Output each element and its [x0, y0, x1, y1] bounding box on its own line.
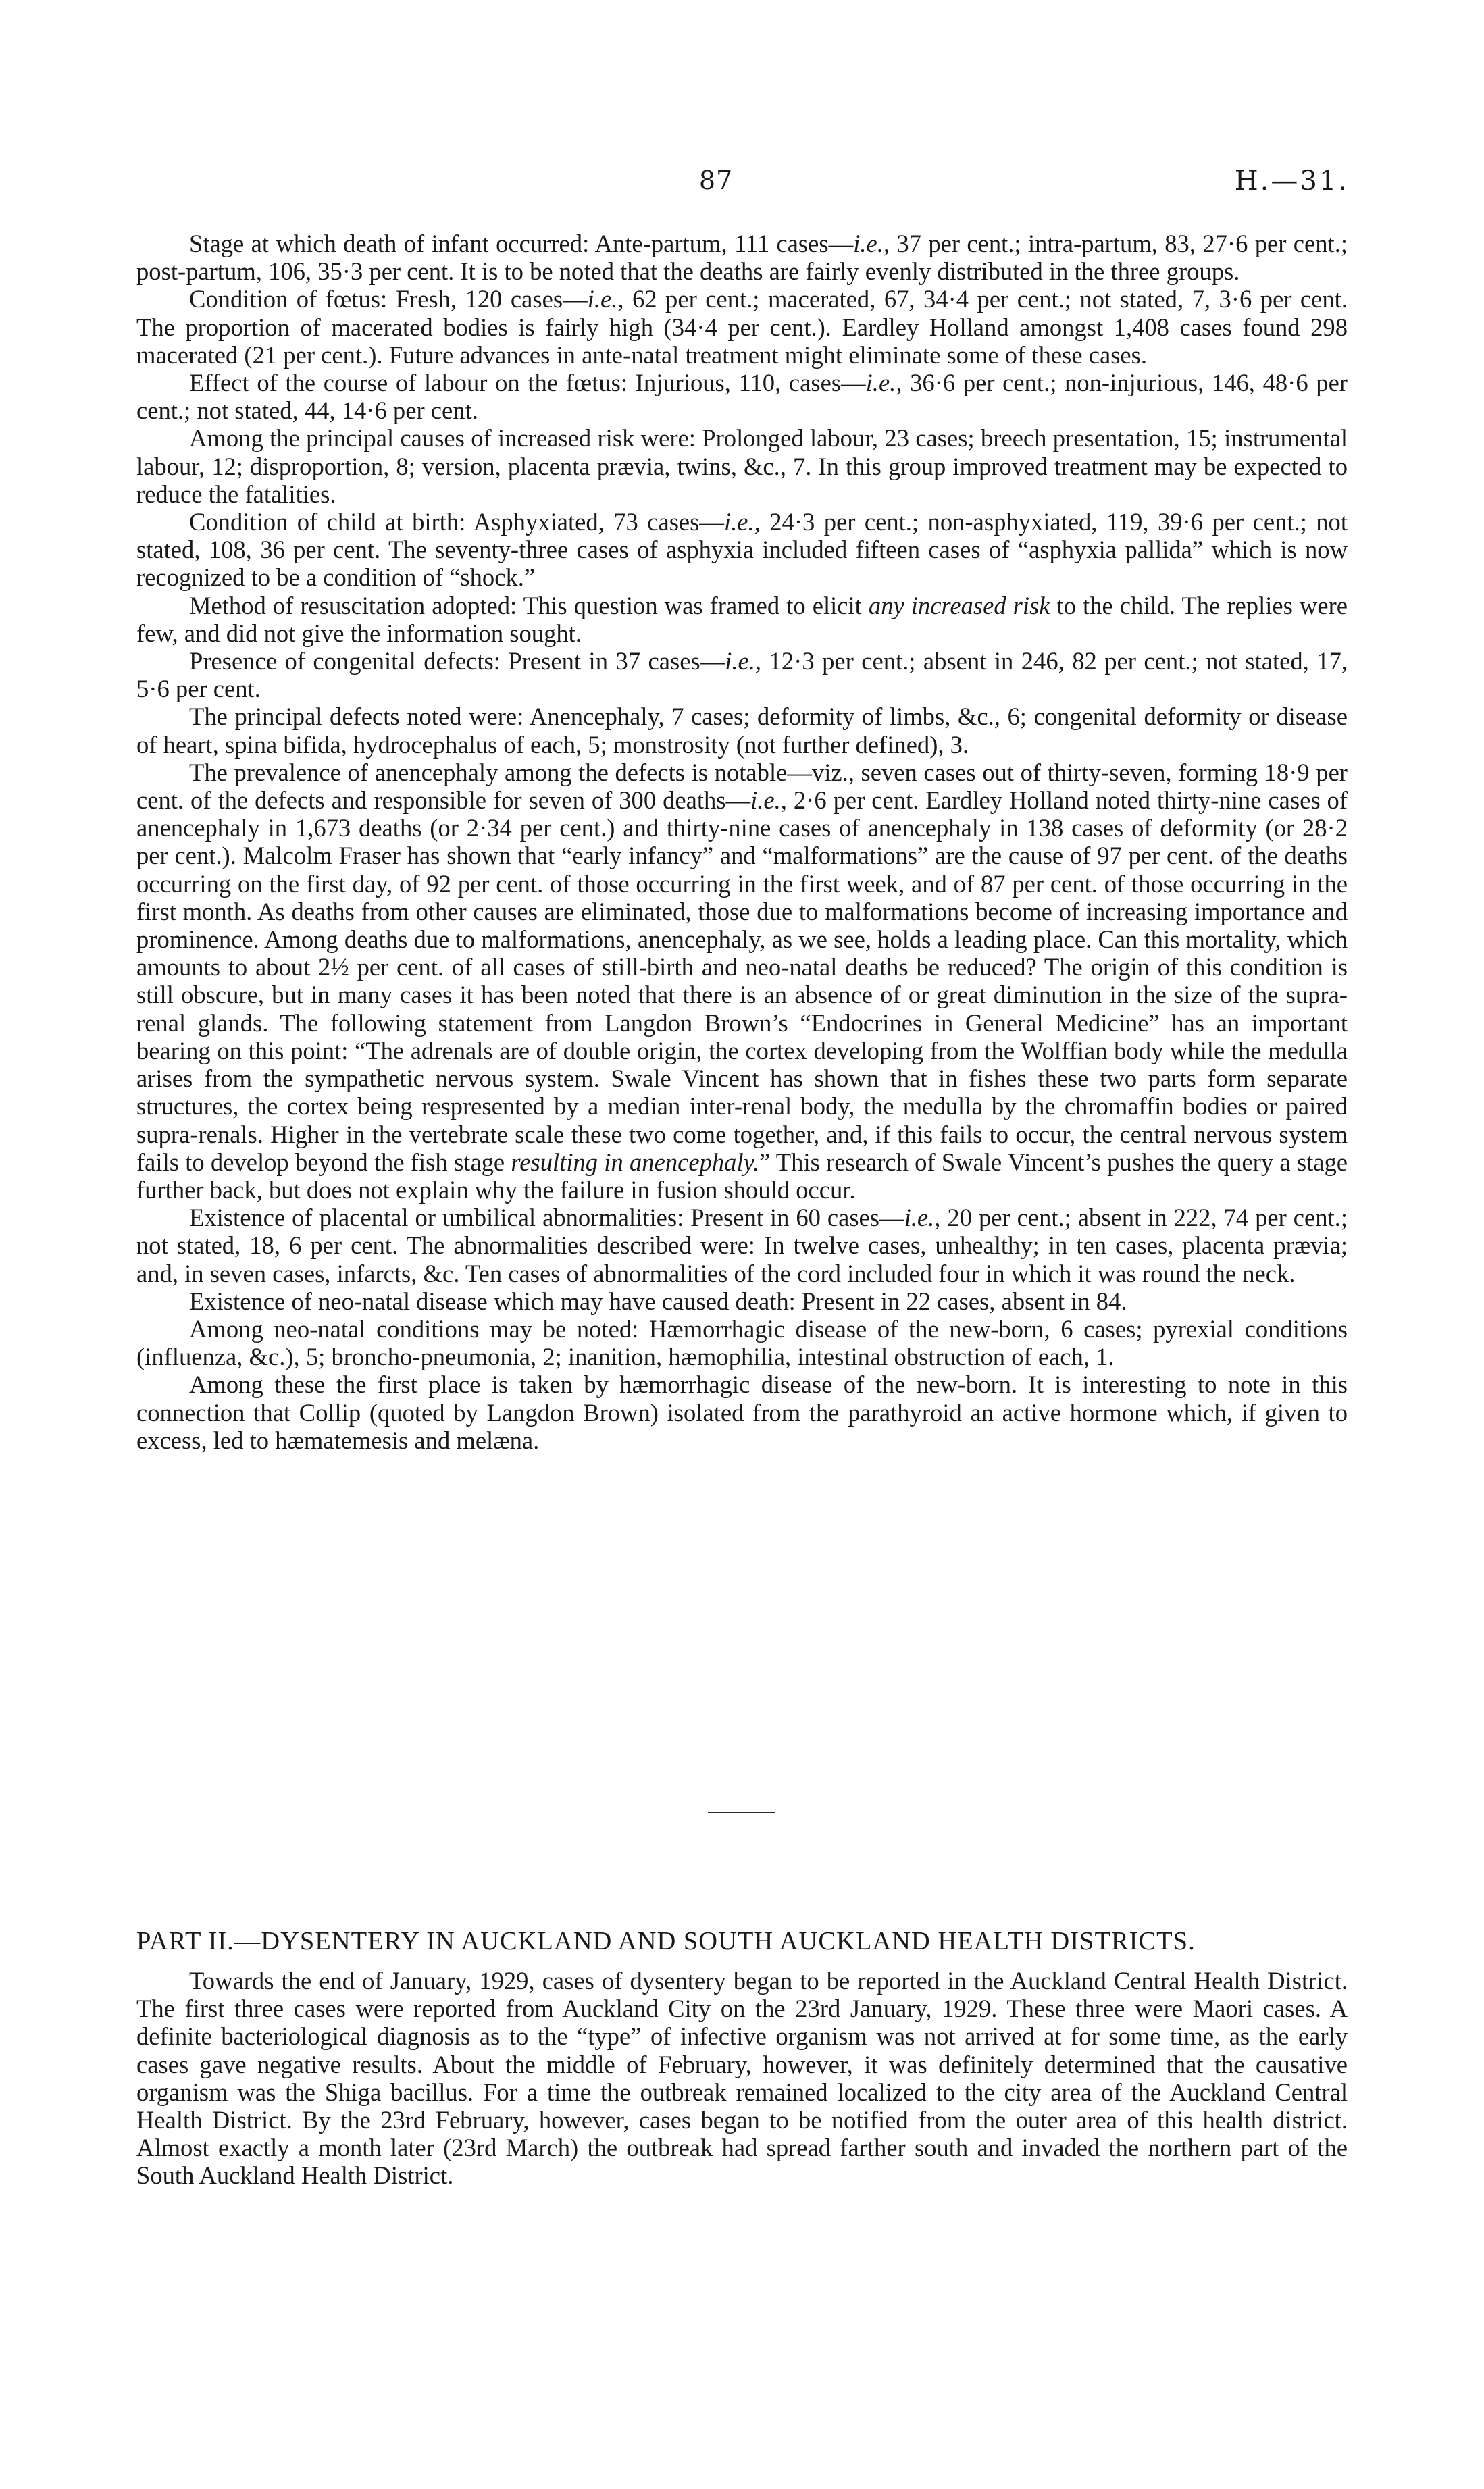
italic-run: i.e.,	[865, 369, 902, 397]
section-divider	[708, 1812, 775, 1813]
text-run: 62 per cent.; macerated, 67, 34·4 per cent.; not stated, 7, 3·6 per cent. The proportion of macerated bodies is fairly high (34·4 per cent.). Eardley Holland amongst 1,408 cases found 298 macerated (21 per cent.). Future advances in ante-natal treatment might eliminate some of these cases.	[136, 285, 1348, 369]
text-run: Among these the first place is taken by hæmorrhagic disease of the new-born. It is interesting to note in this connection that Collip (quoted by Langdon Brown) isolated from the parathyroid an active hormone which, if given to excess, led to hæmatemesis and melæna.	[136, 1370, 1348, 1454]
italic-run: i.e.,	[587, 285, 624, 313]
section-heading: PART II.—DYSENTERY IN AUCKLAND AND SOUTH AUCKLAND HEALTH DISTRICTS.	[136, 1927, 1196, 1955]
body-paragraph	[136, 759, 1348, 1204]
body-paragraph	[136, 369, 1348, 424]
body-paragraph	[136, 647, 1348, 702]
text-run: 24·3 per cent.; non-asphyxiated, 119, 39·6 per cent.; not stated, 108, 36 per cent. The seventy-three cases of asphyxia included fifteen cases of “asphyxia pallida” which is now recognized to be a condition of “shock.”	[136, 508, 1348, 592]
text-run: Among neo-natal conditions may be noted: Hæmorrhagic disease of the new-born, 6 cases; pyrexial conditions (influenza, &c.), 5; broncho-pneumonia, 2; inanition, hæmophilia, intestinal obstruction of each, 1.	[136, 1314, 1348, 1371]
text-run: Existence of placental or umbilical abnormalities: Present in 60 cases—	[189, 1204, 904, 1232]
body-paragraph	[136, 1287, 1348, 1315]
body-paragraph	[136, 1315, 1348, 1370]
text-run: to the child. The replies were few, and did not give the information sought.	[136, 591, 1348, 647]
italic-run: i.e.,	[853, 230, 890, 257]
text-run: Condition of fœtus: Fresh, 120 cases—	[189, 285, 588, 313]
section-paragraph: Towards the end of January, 1929, cases of dysentery began to be reported in the Auckland Central Health District. The first three cases were reported from Auckland City on the 23rd January, 1929. These three were Maori cases. A definite bacteriological diagnosis as to the “type” of infective organism was not arrived at for some time, as the early cases gave negative results. About the middle of February, however, it was definitely determined that the causative organism was the Shiga bacillus. For a time the outbreak remained localized to the city area of the Auckland Central Health District. By the 23rd February, however, cases began to be notified from the outer area of this health district. Almost exactly a month later (23rd March) the outbreak had spread farther south and invaded the northern part of the South Auckland Health District.	[136, 1967, 1348, 2190]
text-run: 20 per cent.; absent in 222, 74 per cent.; not stated, 18, 6 per cent. The abnormalities described were: In twelve cases, unhealthy; in ten cases, placenta prævia; and, in seven cases, infarcts, &c. Ten cases of abnormalities of the cord included four in which it was round the neck.	[136, 1204, 1348, 1287]
body-paragraph	[136, 702, 1348, 758]
text-run: 2·6 per cent. Eardley Holland noted thirty-nine cases of anencephaly in 1,673 deaths (or 2·34 per cent.) and thirty-nine cases of anencephaly in 138 cases of deformity (or 28·2 per cent.). Malcolm Fraser has shown that “early infancy” and “malformations” are the cause of 97 per cent. of the deaths occurring on the first day, of 92 per cent. of those occurring in the first week, and of 87 per cent. of those occurring in the first month. As deaths from other causes are eliminated, those due to malformations become of increasing importance and prominence. Among deaths due to malformations, anencephaly, as we see, holds a leading place. Can this mortality, which amounts to about 2½ per cent. of all cases of still-birth and neo-natal deaths be reduced? The origin of this condition is still obscure, but in many cases it has been noted that there is an absence of or great diminution in the size of the supra-renal glands. The following statement from Langdon Brown’s “Endocrines in General Medicine” has an important bearing on this point: “The adrenals are of double origin, the cortex developing from the Wolffian body while the medulla arises from the sympathetic nervous system. Swale Vincent has shown that in fishes these two parts form separate structures, the cortex being respresented by a median inter-renal body, the medulla by the chromaffin bodies or paired supra-renals. Higher in the vertebrate scale these two come together, and, if this fails to occur, the central nervous system fails to develop beyond the fish stage	[136, 786, 1348, 1176]
text-run: Method of resuscitation adopted: This question was framed to elicit	[189, 591, 869, 619]
text-run: 37 per cent.; intra-partum, 83, 27·6 per cent.; post-partum, 106, 35·3 per cent. It is to be noted that the deaths are fairly evenly distributed in the three groups.	[136, 230, 1348, 286]
body-paragraph	[136, 592, 1348, 647]
text-run: Existence of neo-natal disease which may have caused death: Present in 22 cases, absent in 84.	[189, 1287, 1127, 1315]
section-body	[136, 1967, 1348, 2190]
italic-run: i.e.,	[750, 786, 787, 815]
body-paragraph	[136, 1370, 1348, 1454]
body-paragraph	[136, 508, 1348, 592]
body-paragraph	[136, 424, 1348, 508]
main-body-text	[136, 230, 1348, 1454]
text-run: The prevalence of anencephaly among the defects is notable—viz., seven cases out of thirty-seven, forming 18·9 per cent. of the defects and responsible for seven of 300 deaths—	[136, 758, 1348, 815]
body-paragraph	[136, 1204, 1348, 1287]
text-run: Among the principal causes of increased risk were: Prolonged labour, 23 cases; breech presentation, 15; instrumental labour, 12; disproportion, 8; version, placenta prævia, twins, &c., 7. In this group improved treatment may be expected to reduce the fatalities.	[136, 424, 1348, 508]
text-run: 12·3 per cent.; absent in 246, 82 per cent.; not stated, 17, 5·6 per cent.	[136, 647, 1348, 703]
italic-run: resulting in anencephaly.	[511, 1148, 759, 1176]
document-reference: H.—31.	[1234, 165, 1349, 197]
text-run: Presence of congenital defects: Present in 37 cases—	[189, 647, 725, 675]
italic-run: i.e.,	[725, 647, 762, 675]
text-run: ” This research of Swale Vincent’s pushes the query a stage further back, but does not explain why the failure in fusion should occur.	[136, 1148, 1348, 1204]
body-paragraph	[136, 285, 1348, 369]
body-paragraph	[136, 230, 1348, 285]
text-run: 36·6 per cent.; non-injurious, 146, 48·6 per cent.; not stated, 44, 14·6 per cent.	[136, 369, 1348, 425]
page-number: 87	[698, 165, 734, 195]
text-run: The principal defects noted were: Anencephaly, 7 cases; deformity of limbs, &c., 6; congenital deformity or disease of heart, spina bifida, hydrocephalus of each, 5; monstrosity (not further defined), 3.	[136, 702, 1348, 759]
italic-run: any increased risk	[868, 591, 1050, 619]
text-run: Stage at which death of infant occurred: Ante-partum, 111 cases—	[189, 230, 854, 257]
italic-run: i.e.,	[904, 1204, 941, 1232]
italic-run: i.e.,	[723, 508, 761, 536]
text-run: Effect of the course of labour on the fœtus: Injurious, 110, cases—	[189, 369, 866, 397]
text-run: Condition of child at birth: Asphyxiated, 73 cases—	[189, 508, 724, 536]
